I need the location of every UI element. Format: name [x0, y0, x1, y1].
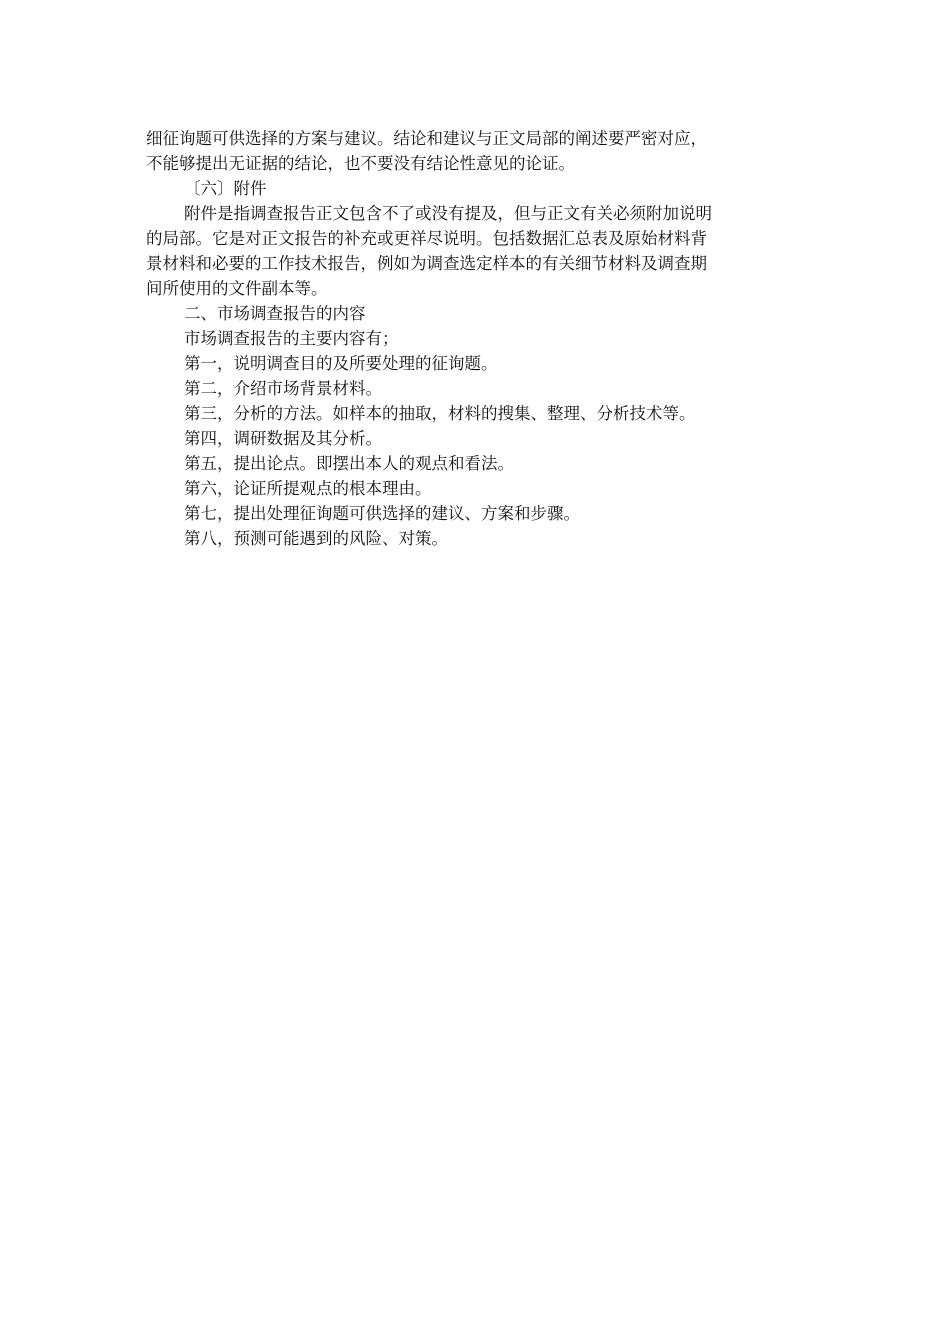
- document-body: [146, 126, 808, 551]
- list-item: 第四，调研数据及其分析。: [184, 429, 382, 448]
- list-item: 第三，分析的方法。如样本的抽取，材料的搜集、整理、分析技术等。: [184, 404, 696, 423]
- list-item: 第一，说明调查目的及所要处理的征询题。: [184, 354, 498, 373]
- text-line: 间所使用的文件副本等。: [146, 279, 328, 298]
- paragraph-conclusion: [146, 126, 808, 176]
- list-item: 第五，提出论点。即摆出本人的观点和看法。: [184, 454, 514, 473]
- text-line: 景材料和必要的工作技术报告，例如为调查选定样本的有关细节材料及调查期: [146, 254, 707, 273]
- text-line: 附件是指调查报告正文包含不了或没有提及，但与正文有关必须附加说明: [184, 204, 712, 223]
- heading-section-2: 二、市场调查报告的内容: [184, 304, 366, 323]
- list-item: 第二，介绍市场背景材料。: [184, 379, 382, 398]
- paragraph-appendix: [146, 201, 808, 301]
- text-line: 不能够提出无证据的结论，也不要没有结论性意见的论证。: [146, 154, 575, 173]
- list-item: 第八，预测可能遇到的风险、对策。: [184, 529, 448, 548]
- intro-section-2: 市场调查报告的主要内容有；: [184, 329, 399, 348]
- text-line: 细征询题可供选择的方案与建议。结论和建议与正文局部的阐述要严密对应，: [146, 129, 707, 148]
- text-line: 的局部。它是对正文报告的补充或更祥尽说明。包括数据汇总表及原始材料背: [146, 229, 707, 248]
- heading-appendix: 〔六〕附件: [184, 179, 267, 198]
- list-item: 第七，提出处理征询题可供选择的建议、方案和步骤。: [184, 504, 580, 523]
- list-item: 第六，论证所提观点的根本理由。: [184, 479, 432, 498]
